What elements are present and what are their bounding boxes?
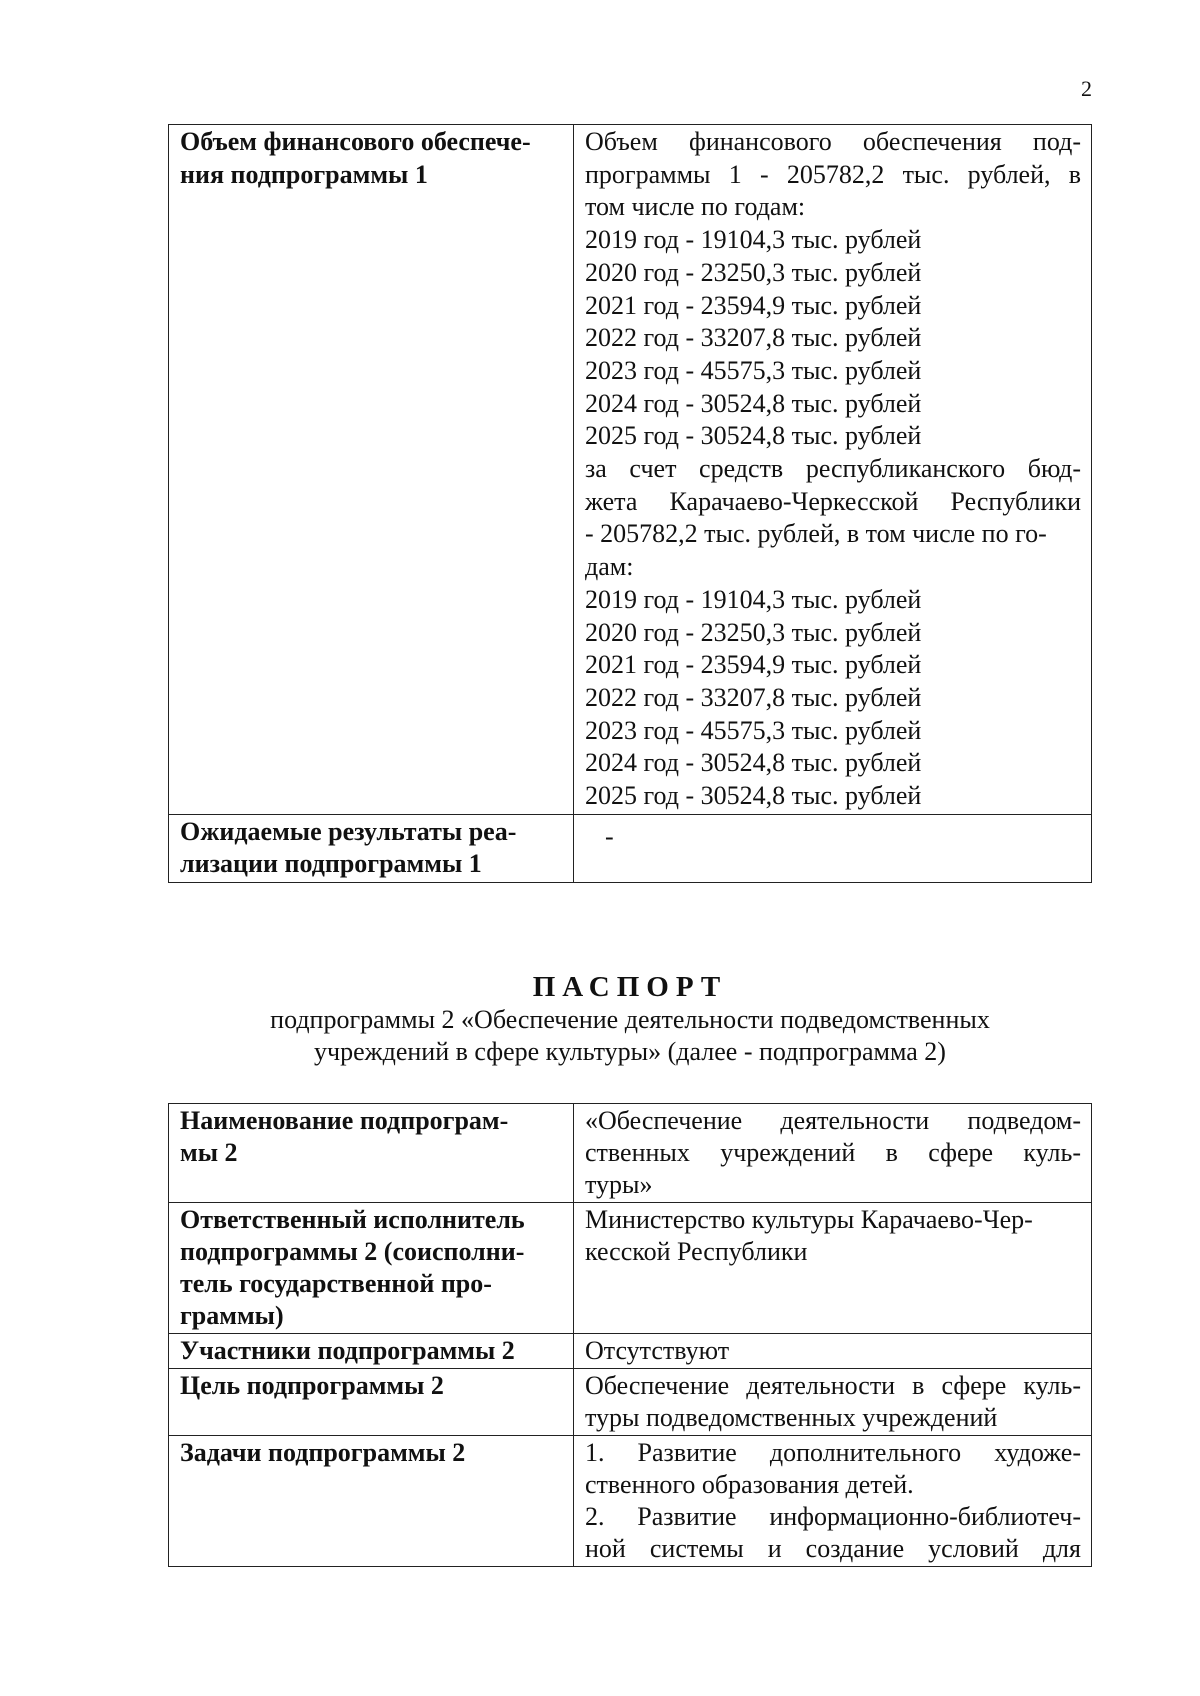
label-line: подпрограммы 2 (соисполни-: [180, 1237, 525, 1266]
label-line: лизации подпрограммы 1: [180, 849, 482, 879]
value-line: - 205782,2 тыс. рублей, в том числе по го-: [585, 519, 1047, 549]
value-line: жета Карачаево-Черкесской Республики: [585, 486, 1081, 516]
financing-table: [168, 124, 1092, 883]
subtitle-line: учреждений в сфере культуры» (далее - подпрограмма 2): [314, 1037, 946, 1066]
row-label-goal: [169, 1369, 574, 1436]
table-row-subprogram-name: [169, 1104, 1092, 1203]
value-line: ной системы и создание условий для: [585, 1534, 1081, 1563]
label-line: Цель подпрограммы 2: [180, 1371, 444, 1400]
value-line: 2020 год - 23250,3 тыс. рублей: [585, 617, 922, 647]
row-value-financing-volume: [574, 125, 1092, 815]
value-line: кесской Республики: [585, 1237, 808, 1266]
label-line: тель государственной про-: [180, 1269, 492, 1298]
value-line: 2019 год - 19104,3 тыс. рублей: [585, 225, 922, 255]
page-number: 2: [1081, 76, 1092, 101]
value-line: 2023 год - 45575,3 тыс. рублей: [585, 355, 922, 385]
passport-table: [168, 1103, 1092, 1567]
passport-heading: [168, 970, 1092, 1068]
value-line: ственных учреждений в сфере куль-: [585, 1138, 1081, 1167]
table-row-financing-volume: [169, 125, 1092, 815]
value-line: 2023 год - 45575,3 тыс. рублей: [585, 715, 922, 745]
row-value-tasks: [574, 1436, 1092, 1567]
row-label-tasks: [169, 1436, 574, 1567]
value-line: 2019 год - 19104,3 тыс. рублей: [585, 584, 922, 614]
value-line: за счет средств республиканского бюд-: [585, 454, 1081, 484]
dash-value: -: [605, 821, 614, 851]
row-label-responsible-executor: [169, 1203, 574, 1334]
row-value-subprogram-name: [574, 1104, 1092, 1203]
value-line: 2021 год - 23594,9 тыс. рублей: [585, 650, 922, 680]
value-line: 2021 год - 23594,9 тыс. рублей: [585, 290, 922, 320]
table-row-tasks: [169, 1436, 1092, 1567]
table-row-responsible-executor: [169, 1203, 1092, 1334]
label-line: Участники подпрограммы 2: [180, 1336, 515, 1365]
row-label-subprogram-name: [169, 1104, 574, 1203]
row-value-expected-results: [574, 814, 1092, 882]
value-line: 1. Развитие дополнительного художе-: [585, 1438, 1081, 1467]
value-line: 2022 год - 33207,8 тыс. рублей: [585, 682, 922, 712]
value-line: 2025 год - 30524,8 тыс. рублей: [585, 781, 922, 811]
table-row-expected-results: [169, 814, 1092, 882]
row-value-goal: [574, 1369, 1092, 1436]
label-line: ния подпрограммы 1: [180, 159, 428, 189]
value-line: 2. Развитие информационно-библиотеч-: [585, 1502, 1081, 1531]
table-row-goal: [169, 1369, 1092, 1436]
label-line: граммы): [180, 1301, 284, 1330]
value-line: «Обеспечение деятельности подведом-: [585, 1106, 1081, 1135]
value-line: 2022 год - 33207,8 тыс. рублей: [585, 323, 922, 353]
value-line: программы 1 - 205782,2 тыс. рублей, в: [585, 159, 1081, 189]
value-line: Обеспечение деятельности в сфере куль-: [585, 1371, 1081, 1400]
row-label-financing-volume: [169, 125, 574, 815]
value-line: 2020 год - 23250,3 тыс. рублей: [585, 257, 922, 287]
row-value-participants: [574, 1334, 1092, 1369]
label-line: мы 2: [180, 1138, 238, 1167]
value-line: Отсутствуют: [585, 1336, 730, 1365]
label-line: Объем финансового обеспече-: [180, 127, 531, 156]
label-line: Ответственный исполнитель: [180, 1205, 525, 1234]
passport-subtitle: [168, 1004, 1092, 1068]
value-line: туры подведомственных учреждений: [585, 1403, 998, 1432]
value-line: 2025 год - 30524,8 тыс. рублей: [585, 421, 922, 451]
subtitle-line: подпрограммы 2 «Обеспечение деятельности подведомственных: [270, 1005, 990, 1034]
table-row-participants: [169, 1334, 1092, 1369]
value-line: Объем финансового обеспечения под-: [585, 127, 1081, 156]
value-line: 2024 год - 30524,8 тыс. рублей: [585, 748, 922, 778]
value-line: дам:: [585, 552, 634, 582]
value-line: Министерство культуры Карачаево-Чер-: [585, 1205, 1033, 1234]
value-line: 2024 год - 30524,8 тыс. рублей: [585, 388, 922, 418]
passport-title: ПАСПОРТ: [532, 971, 728, 1003]
label-line: Задачи подпрограммы 2: [180, 1438, 466, 1467]
value-line: туры»: [585, 1170, 653, 1199]
value-line: том числе по годам:: [585, 192, 806, 222]
row-label-expected-results: [169, 814, 574, 882]
row-value-responsible-executor: [574, 1203, 1092, 1334]
label-line: Ожидаемые результаты реа-: [180, 816, 517, 846]
value-line: ственного образования детей.: [585, 1470, 914, 1499]
row-label-participants: [169, 1334, 574, 1369]
label-line: Наименование подпрограм-: [180, 1106, 509, 1135]
